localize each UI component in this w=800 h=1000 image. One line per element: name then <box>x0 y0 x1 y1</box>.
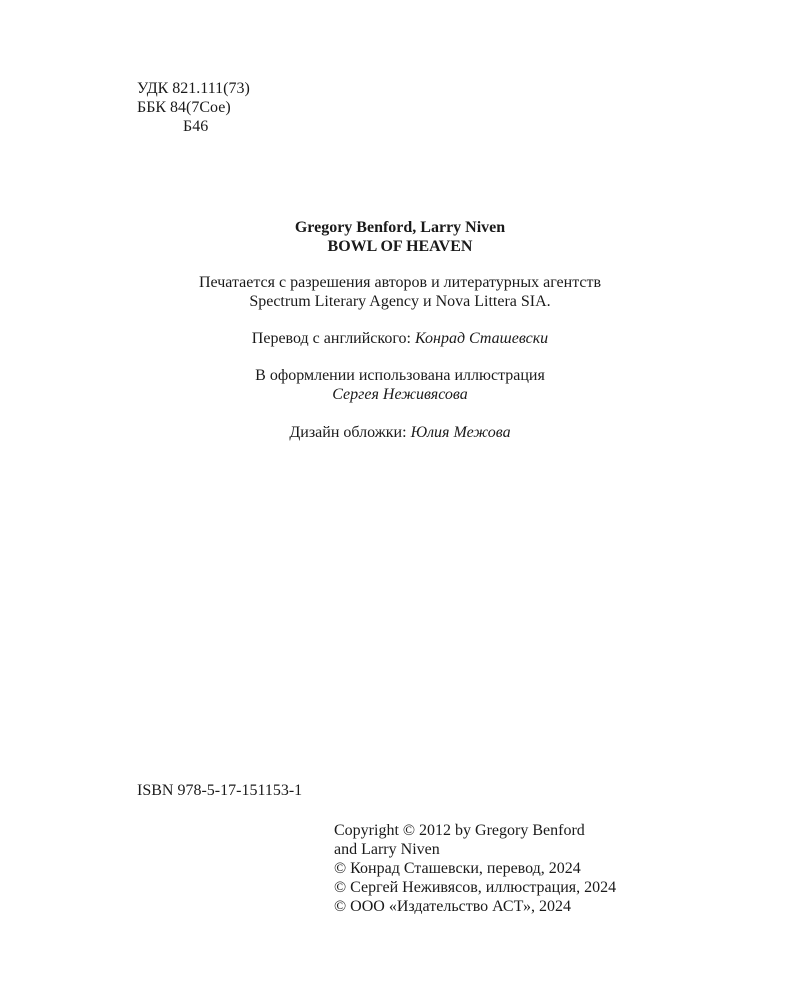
copyright-line: Copyright © 2012 by Gregory Benford <box>334 822 585 839</box>
copyright-block <box>334 822 616 917</box>
bbk-code: ББК 84(7Сое) <box>137 99 231 116</box>
permission-line-1: Печатается с разрешения авторов и литературных агентств <box>198 274 602 291</box>
original-title: BOWL OF HEAVEN <box>327 238 473 255</box>
copyright-line: © ООО «Издательство АСТ», 2024 <box>334 898 571 915</box>
permission-notice <box>0 274 800 312</box>
translator-name: Конрад Сташевски <box>414 330 549 347</box>
original-authors: Gregory Benford, Larry Niven <box>294 219 506 236</box>
illustration-credit <box>0 367 800 405</box>
isbn: ISBN 978-5-17-151153-1 <box>137 782 303 799</box>
translation-label: Перевод с английского: <box>251 330 415 347</box>
cover-design-credit <box>0 424 800 442</box>
permission-line-2: Spectrum Literary Agency и Nova Littera SIA. <box>249 293 551 310</box>
illustration-label: В оформлении использована иллюстрация <box>255 367 545 384</box>
translation-credit <box>0 330 800 348</box>
cover-design-label: Дизайн обложки: <box>289 424 411 441</box>
original-edition <box>0 219 800 257</box>
cover-designer-name: Юлия Межова <box>410 424 511 441</box>
udk-code: УДК 821.111(73) <box>137 80 250 97</box>
author-mark: Б46 <box>183 118 209 135</box>
illustrator-name: Сергея Неживясова <box>332 386 468 403</box>
copyright-line: and Larry Niven <box>334 841 440 858</box>
copyright-line: © Конрад Сташевски, перевод, 2024 <box>334 860 581 877</box>
catalog-codes <box>137 80 250 137</box>
copyright-line: © Сергей Неживясов, иллюстрация, 2024 <box>334 879 617 896</box>
